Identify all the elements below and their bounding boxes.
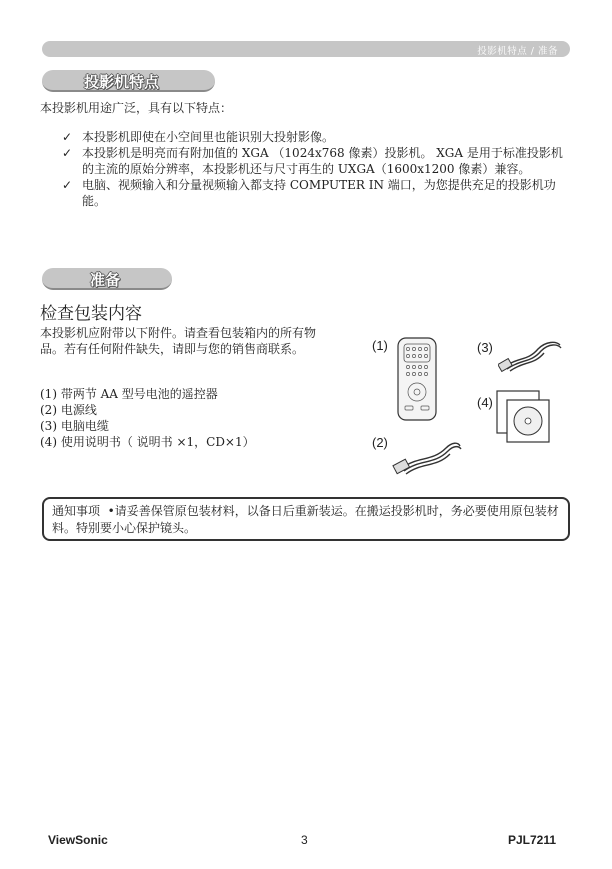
figure-label-2: (2) xyxy=(372,435,388,450)
section-heading-preparation xyxy=(42,268,172,290)
section-heading-features xyxy=(42,70,215,92)
features-list xyxy=(62,129,572,209)
remote-control-icon xyxy=(395,336,439,422)
package-contents-description: 本投影机应附带以下附件。请查看包装箱内的所有物品。若有任何附件缺失，请即与您的销售商联系。 xyxy=(40,326,317,356)
list-item: (2) 电源线 xyxy=(40,403,97,417)
list-item: (1) 带两节 AA 型号电池的遥控器 xyxy=(40,387,218,401)
list-item: (4) 使用说明书（ 说明书 ×1，CD×1） xyxy=(40,435,255,449)
section-title-features: 投影机特点 xyxy=(84,73,160,91)
footer-model: PJL7211 xyxy=(508,833,557,847)
computer-cable-icon xyxy=(498,335,564,375)
list-item: ✓ 本投影机是明亮而有附加值的 XGA （1024x768 像素）投影机。 XGA 是用于标准投影机的主流的原始分辨率，本投影机还与尺寸再生的 UXGA（1600x1200 像素）兼容。 xyxy=(62,146,563,176)
notice-label: 通知事项 xyxy=(52,504,101,518)
list-item: (3) 电脑电缆 xyxy=(40,419,109,433)
section-title-preparation: 准备 xyxy=(90,271,121,289)
manual-cd-icon xyxy=(496,390,552,444)
figure-label-4: (4) xyxy=(477,395,493,410)
check-icon: ✓ xyxy=(62,130,73,144)
accessory-list xyxy=(40,386,255,450)
power-cord-icon xyxy=(392,438,464,478)
notice-text: •请妥善保管原包装材料，以备日后重新装运。在搬运投影机时，务必要使用原包装材料。特别要小心保护镜头。 xyxy=(52,504,559,535)
figure-label-1: (1) xyxy=(372,338,388,353)
list-item: ✓ 本投影机即使在小空间里也能识别大投射影像。 xyxy=(62,130,335,144)
features-intro: 本投影机用途广泛，具有以下特点： xyxy=(40,101,233,115)
list-item: ✓ 电脑、视频输入和分量视频输入都支持 COMPUTER IN 端口，为您提供充足的投影机功能。 xyxy=(62,178,556,208)
header-breadcrumb: 投影机特点 / 准备 xyxy=(477,46,558,57)
footer-page-number: 3 xyxy=(301,833,308,847)
notice-box xyxy=(42,497,570,541)
header-bar xyxy=(42,41,570,57)
figure-label-3: (3) xyxy=(477,340,493,355)
check-icon: ✓ xyxy=(62,146,73,160)
package-contents-heading: 检查包装内容 xyxy=(40,304,142,324)
footer-brand: ViewSonic xyxy=(48,833,108,847)
check-icon: ✓ xyxy=(62,178,73,192)
